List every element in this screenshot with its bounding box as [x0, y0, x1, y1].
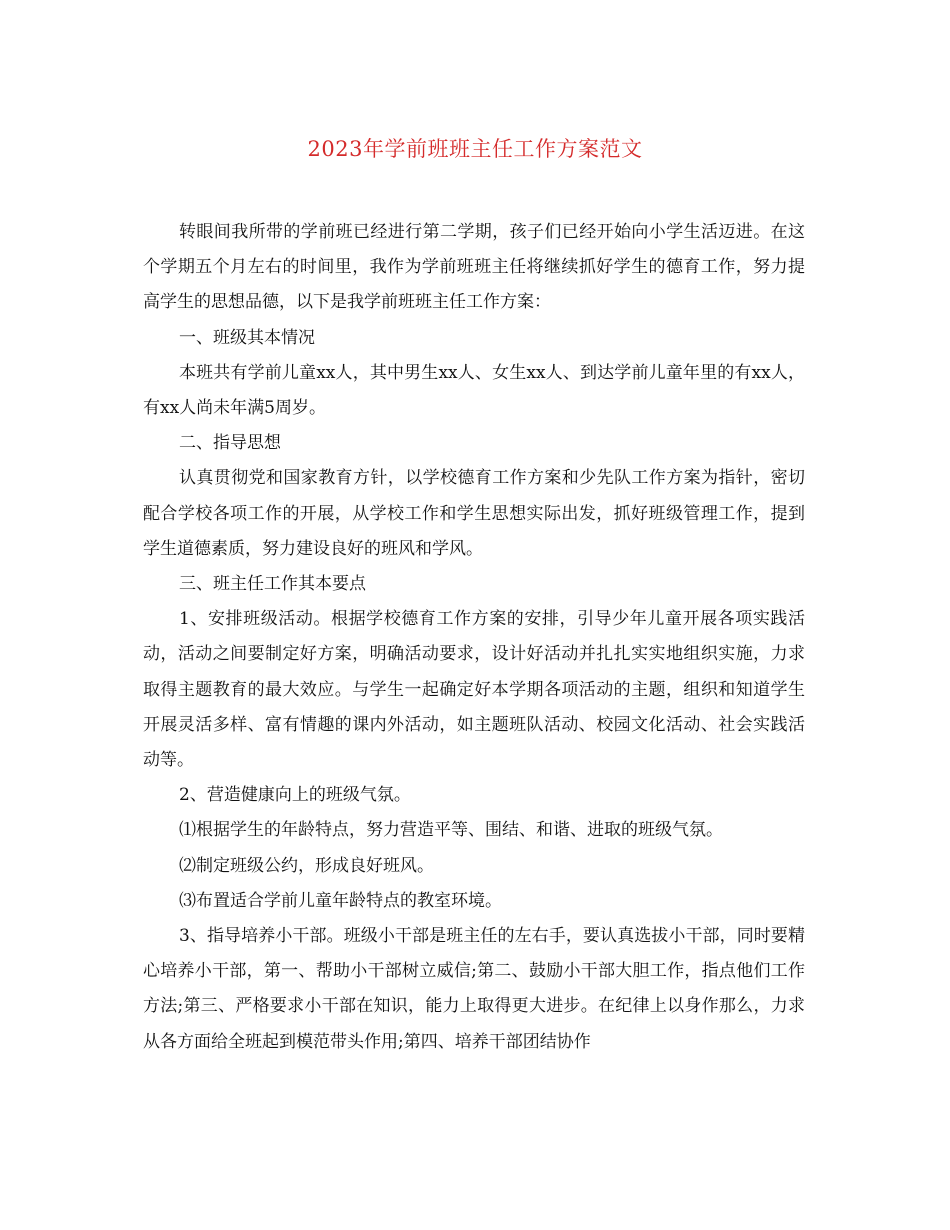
heading-guiding-thought: 二、指导思想: [179, 433, 281, 454]
paragraph-point-2-item-1: ⑴根据学生的年龄特点，努力营造平等、围结、和谐、进取的班级气氛。: [179, 820, 723, 841]
paragraph-point-2: 2、营造健康向上的班级气氛。: [179, 785, 411, 806]
heading-class-situation: 一、班级其本情况: [179, 327, 315, 348]
document-body: [143, 215, 805, 1060]
paragraph-class-situation: 本班共有学前儿童xx人，其中男生xx人、女生xx人、到达学前儿童年里的有xx人，有xx人尚未年满5周岁。: [143, 362, 805, 419]
paragraph-point-2-item-2: ⑵制定班级公约，形成良好班风。: [179, 855, 434, 876]
document-title: 2023年学前班班主任工作方案范文: [307, 137, 643, 161]
paragraph-point-1: 1、安排班级活动。根据学校德育工作方案的安排，引导少年儿童开展各项实践活动，活动之间要制定好方案，明确活动要求，设计好活动并扎扎实实地组织实施，力求取得主题教育的最大效应。与学生一起确定好本学期各项活动的主题，组织和知道学生开展灵活多样、富有情趣的课内外活动，如主题班队活动、校园文化活动、社会实践活动等。: [143, 609, 805, 771]
heading-key-points: 三、班主任工作其本要点: [179, 574, 366, 595]
paragraph-point-3: 3、指导培养小干部。班级小干部是班主任的左右手，要认真选拔小干部，同时要精心培养小干部，第一、帮助小干部树立威信;第二、鼓励小干部大胆工作，指点他们工作方法;第三、严格要求小干部在知识，能力上取得更大进步。在纪律上以身作那么，力求从各方面给全班起到模范带头作用;第四、培养干部团结协作: [143, 926, 805, 1052]
paragraph-intro: 转眼间我所带的学前班已经进行第二学期，孩子们已经开始向小学生活迈进。在这个学期五个月左右的时间里，我作为学前班班主任将继续抓好学生的德育工作，努力提高学生的思想品德，以下是我学前班班主任工作方案：: [143, 222, 805, 313]
paragraph-guiding-thought: 认真贯彻党和国家教育方针，以学校德育工作方案和少先队工作方案为指针，密切配合学校各项工作的开展，从学校工作和学生思想实际出发，抓好班级管理工作，提到学生道德素质，努力建设良好的班风和学风。: [143, 468, 805, 559]
paragraph-point-2-item-3: ⑶布置适合学前儿童年龄特点的教室环境。: [179, 890, 502, 911]
